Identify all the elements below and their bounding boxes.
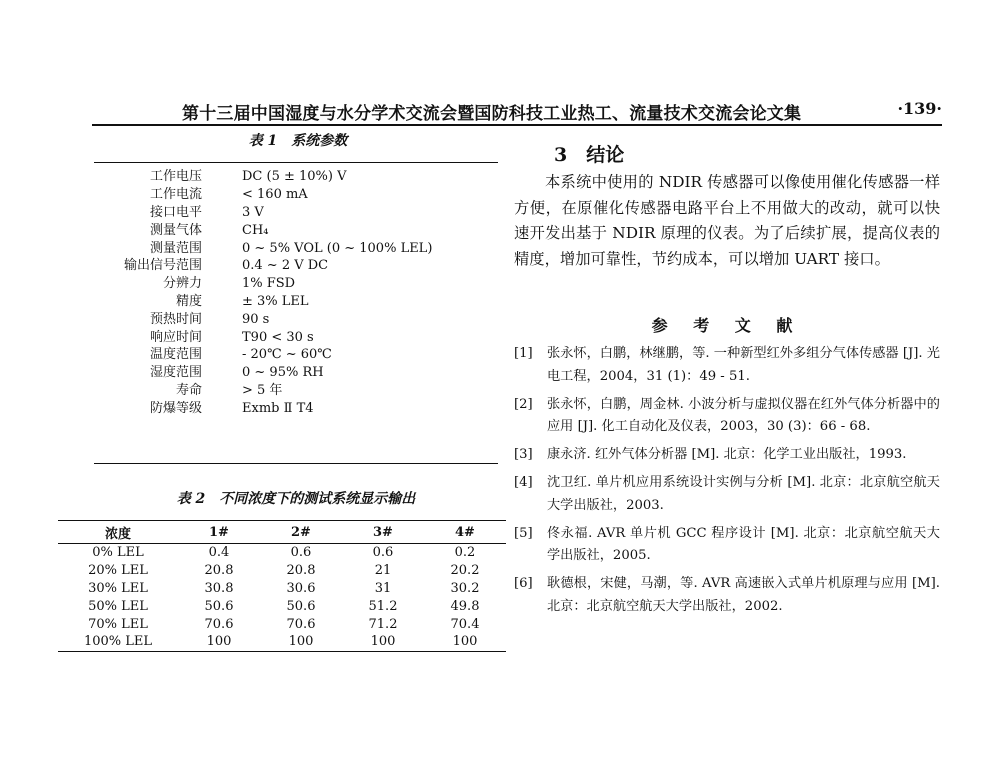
param-row [94, 364, 498, 382]
section-title: 3 结论 [554, 144, 625, 166]
table-row [58, 633, 506, 651]
left-column [83, 130, 504, 650]
table-cell: 30.6 [286, 580, 316, 596]
table-cell: 0.6 [372, 545, 394, 561]
table-cell: 0.6 [290, 545, 312, 561]
table-cell: 30% LEL [88, 580, 148, 596]
references-title: 参 考 文 献 [651, 316, 803, 335]
param-name: 温度范围 [149, 347, 202, 363]
table-cell: 70.6 [286, 616, 316, 632]
column-header: 浓度 [58, 521, 178, 544]
table-cell: 31 [374, 580, 392, 596]
param-value: CH₄ [242, 222, 269, 238]
param-value: Exmb Ⅱ T4 [242, 400, 314, 416]
table-row [58, 597, 506, 615]
param-name: 精度 [175, 293, 202, 309]
table-cell: 20.2 [450, 563, 480, 579]
table-cell: 100 [342, 633, 424, 651]
param-value: 90 s [242, 311, 270, 327]
table-cell: 70% LEL [88, 616, 148, 632]
param-row [94, 293, 498, 311]
param-row [94, 186, 498, 204]
reference-text: 康永济. 红外气体分析器 [M]. 北京：化学工业出版社，1993. [547, 447, 907, 463]
table-cell: 50.6 [286, 598, 316, 614]
table-cell: 100 [260, 633, 342, 651]
table-cell: 49.8 [450, 598, 480, 614]
header-rule [92, 124, 942, 126]
param-row [94, 257, 498, 275]
table-row [58, 562, 506, 580]
table-cell: 30.8 [204, 580, 234, 596]
param-row [94, 328, 498, 346]
table2-caption: 表 2 不同浓度下的测试系统显示输出 [176, 491, 416, 507]
param-name: 响应时间 [149, 329, 202, 345]
page-header [92, 97, 942, 125]
concentration-output-table [58, 520, 506, 652]
param-row [94, 346, 498, 364]
reference-text: 耿德根，宋健，马潮，等. AVR 高速嵌入式单片机原理与应用 [M]. 北京：北京航空航天大学出版社，2002. [547, 576, 940, 614]
table-cell: 20.8 [204, 563, 234, 579]
param-name: 测量范围 [149, 240, 202, 256]
table-cell: 0.4 [208, 545, 230, 561]
reference-text: 张永怀，白鹏，林继鹏，等. 一种新型红外多组分气体传感器 [J]. 光电工程，2004，31 (1)：49 - 51. [547, 346, 940, 384]
table-cell: 100% LEL [58, 633, 178, 651]
param-value: ± 3% LEL [242, 293, 309, 309]
param-row [94, 275, 498, 293]
reference-text: 张永怀，白鹏，周金林. 小波分析与虚拟仪器在红外气体分析器中的应用 [J]. 化工自动化及仪表，2003，30 (3)：66 - 68. [547, 396, 940, 435]
table1-bottom-rule [94, 463, 498, 464]
param-value: T90 < 30 s [242, 329, 314, 345]
column-header: 3# [342, 521, 424, 544]
param-value: 3 V [242, 204, 264, 220]
page-number: ·139· [897, 99, 942, 118]
param-name: 测量气体 [149, 222, 202, 238]
proceedings-title: 第十三届中国湿度与水分学术交流会暨国防科技工业热工、流量技术交流会论文集 [182, 104, 802, 124]
param-value: < 160 mA [242, 187, 308, 203]
table-cell: 0% LEL [92, 545, 144, 561]
reference-number: [5] [514, 525, 533, 541]
param-name: 寿命 [175, 382, 202, 398]
reference-text: 沈卫红. 单片机应用系统设计实例与分析 [M]. 北京：北京航空航天大学出版社，2003. [547, 474, 940, 513]
table1-caption: 表 1 系统参数 [248, 133, 348, 149]
param-name: 输出信号范围 [123, 258, 202, 274]
param-row [94, 239, 498, 257]
reference-number: [2] [514, 396, 533, 412]
table-row [58, 580, 506, 598]
reference-list [514, 343, 940, 624]
system-parameters-table [94, 162, 498, 417]
param-value: 1% FSD [242, 276, 296, 292]
conclusion-paragraph: 本系统中使用的 NDIR 传感器可以像使用催化传感器一样方便，在原催化传感器电路平台上不用做大的改动，就可以快速开发出基于 NDIR 原理的仪表。为了后续扩展，提高仪表的精度，增加可靠性，节约成本，可以增加 UART 接口。 [514, 173, 940, 268]
table-cell: 70.4 [450, 616, 480, 632]
table-cell: 0.2 [454, 545, 476, 561]
table-cell: 30.2 [450, 580, 480, 596]
reference-item [514, 573, 940, 619]
table-cell: 50% LEL [88, 598, 148, 614]
table-cell: 70.6 [204, 616, 234, 632]
reference-number: [6] [514, 576, 533, 592]
param-value: > 5 年 [242, 382, 283, 398]
reference-item [514, 343, 940, 389]
param-name: 工作电流 [149, 187, 202, 203]
table-cell: 100 [424, 633, 506, 651]
param-name: 接口电平 [149, 204, 202, 220]
table-cell: 50.6 [204, 598, 234, 614]
column-header: 1# [178, 521, 260, 544]
reference-item [514, 394, 940, 440]
param-name: 湿度范围 [149, 365, 202, 381]
param-row [94, 204, 498, 222]
reference-text: 佟永福. AVR 单片机 GCC 程序设计 [M]. 北京：北京航空航天大学出版社，2005. [547, 525, 940, 564]
param-row [94, 399, 498, 417]
param-name: 预热时间 [149, 311, 202, 327]
param-value: - 20℃ ~ 60℃ [242, 347, 332, 363]
column-header: 2# [260, 521, 342, 544]
column-header: 4# [424, 521, 506, 544]
table-cell: 20% LEL [88, 563, 148, 579]
param-name: 工作电压 [149, 169, 202, 185]
reference-number: [4] [514, 474, 533, 490]
table-cell: 100 [178, 633, 260, 651]
param-value: 0 ~ 5% VOL (0 ~ 100% LEL) [242, 240, 433, 256]
param-name: 分辨力 [162, 276, 202, 292]
param-value: 0 ~ 95% RH [242, 365, 324, 381]
table-row [58, 544, 506, 562]
param-row [94, 162, 498, 186]
reference-number: [3] [514, 447, 533, 463]
reference-item [514, 523, 940, 569]
param-name: 防爆等级 [149, 400, 202, 416]
table-row [58, 615, 506, 633]
table-cell: 51.2 [368, 598, 398, 614]
param-row [94, 382, 498, 400]
reference-item [514, 472, 940, 518]
table-cell: 21 [374, 563, 392, 579]
table-cell: 71.2 [368, 616, 398, 632]
reference-item [514, 444, 940, 467]
table-cell: 20.8 [286, 563, 316, 579]
param-value: 0.4 ~ 2 V DC [242, 258, 329, 274]
param-row [94, 310, 498, 328]
param-row [94, 221, 498, 239]
reference-number: [1] [514, 346, 533, 361]
param-value: DC (5 ± 10%) V [242, 169, 347, 185]
